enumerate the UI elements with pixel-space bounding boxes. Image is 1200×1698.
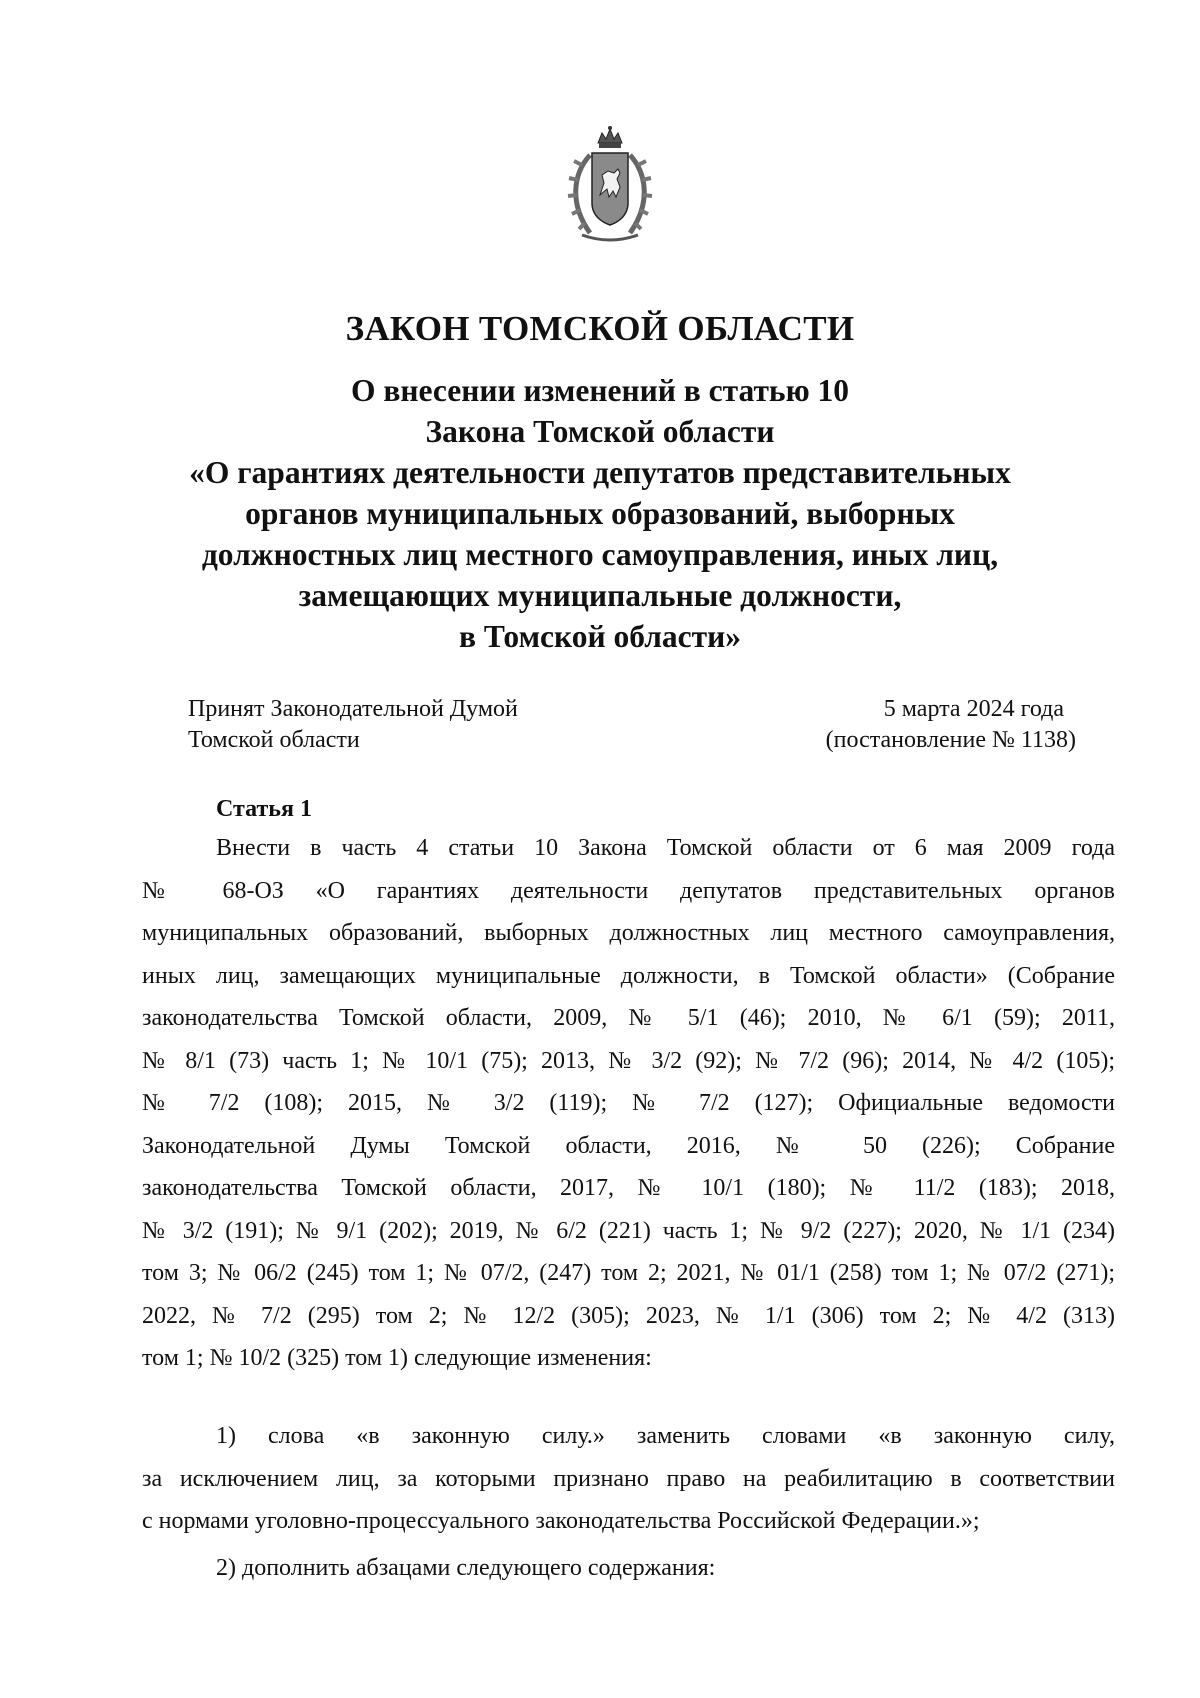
text-line: том 1; № 10/2 (325) том 1) следующие изменения: (142, 1345, 652, 1371)
tomsk-coat-of-arms-icon (560, 125, 660, 245)
text-line: Законодательной Думы Томской области, 2016, № 50 (226); Собрание (142, 1132, 1115, 1159)
subtitle-line: органов муниципальных образований, выборных (245, 496, 955, 531)
subtitle-line: замещающих муниципальные должности, (298, 578, 902, 613)
subtitle-line: Закона Томской области (425, 414, 775, 449)
text-line: законодательства Томской области, 2009, № 5/1 (46); 2010, № 6/1 (59); 2011, (142, 1005, 1115, 1031)
text-line: с нормами уголовно-процессуального законодательства Российской Федерации.»; (142, 1508, 980, 1534)
law-title: ЗАКОН ТОМСКОЙ ОБЛАСТИ (345, 309, 855, 348)
text-line: иных лиц, замещающих муниципальные должности, в Томской области» (Собрание (142, 962, 1115, 989)
text-line: том 3; № 06/2 (245) том 1; № 07/2, (247) том 2; 2021, № 01/1 (258) том 1; № 07/2 (271); (142, 1260, 1115, 1286)
resolution-number: (постановление № 1138) (825, 727, 1076, 753)
text-line: 1) слова «в законную силу.» заменить словами «в законную силу, (216, 1423, 1115, 1449)
text-line: 2) дополнить абзацами следующего содержания: (216, 1555, 716, 1581)
article-paragraph-3 (142, 1547, 1115, 1590)
subtitle-line: «О гарантиях деятельности депутатов представительных (189, 455, 1011, 490)
text-line: № 7/2 (108); 2015, № 3/2 (119); № 7/2 (127); Официальные ведомости (142, 1090, 1115, 1116)
text-line: № 68-ОЗ «О гарантиях деятельности депутатов представительных органов (142, 877, 1115, 904)
subtitle-line: в Томской области» (458, 619, 742, 654)
text-line: за исключением лиц, за которыми признано право на реабилитацию в соответствии (142, 1465, 1115, 1492)
article-paragraph-1 (142, 827, 1115, 1380)
adoption-date (826, 694, 1076, 756)
article-paragraph-2 (142, 1415, 1115, 1543)
law-subtitle (0, 370, 1200, 657)
adopted-by-line: Томской области (188, 727, 360, 753)
adoption-date-text: 5 марта 2024 года (883, 696, 1064, 722)
text-line: № 3/2 (191); № 9/1 (202); 2019, № 6/2 (221) часть 1; № 9/2 (227); 2020, № 1/1 (234) (142, 1217, 1115, 1244)
subtitle-line: О внесении изменений в статью 10 (350, 373, 850, 408)
text-line: законодательства Томской области, 2017, № 10/1 (180); № 11/2 (183); 2018, (142, 1175, 1115, 1201)
adopted-by-line: Принят Законодательной Думой (188, 696, 518, 722)
text-line: муниципальных образований, выборных должностных лиц местного самоуправления, (142, 920, 1115, 946)
text-line: 2022, № 7/2 (295) том 2; № 12/2 (305); 2023, № 1/1 (306) том 2; № 4/2 (313) (142, 1302, 1115, 1329)
subtitle-line: должностных лиц местного самоуправления, иных лиц, (201, 537, 999, 572)
adopted-by (188, 694, 518, 756)
text-line: № 8/1 (73) часть 1; № 10/1 (75); 2013, № 3/2 (92); № 7/2 (96); 2014, № 4/2 (105); (142, 1047, 1115, 1074)
article-heading: Статья 1 (216, 796, 312, 822)
text-line: Внести в часть 4 статьи 10 Закона Томской области от 6 мая 2009 года (216, 835, 1115, 861)
